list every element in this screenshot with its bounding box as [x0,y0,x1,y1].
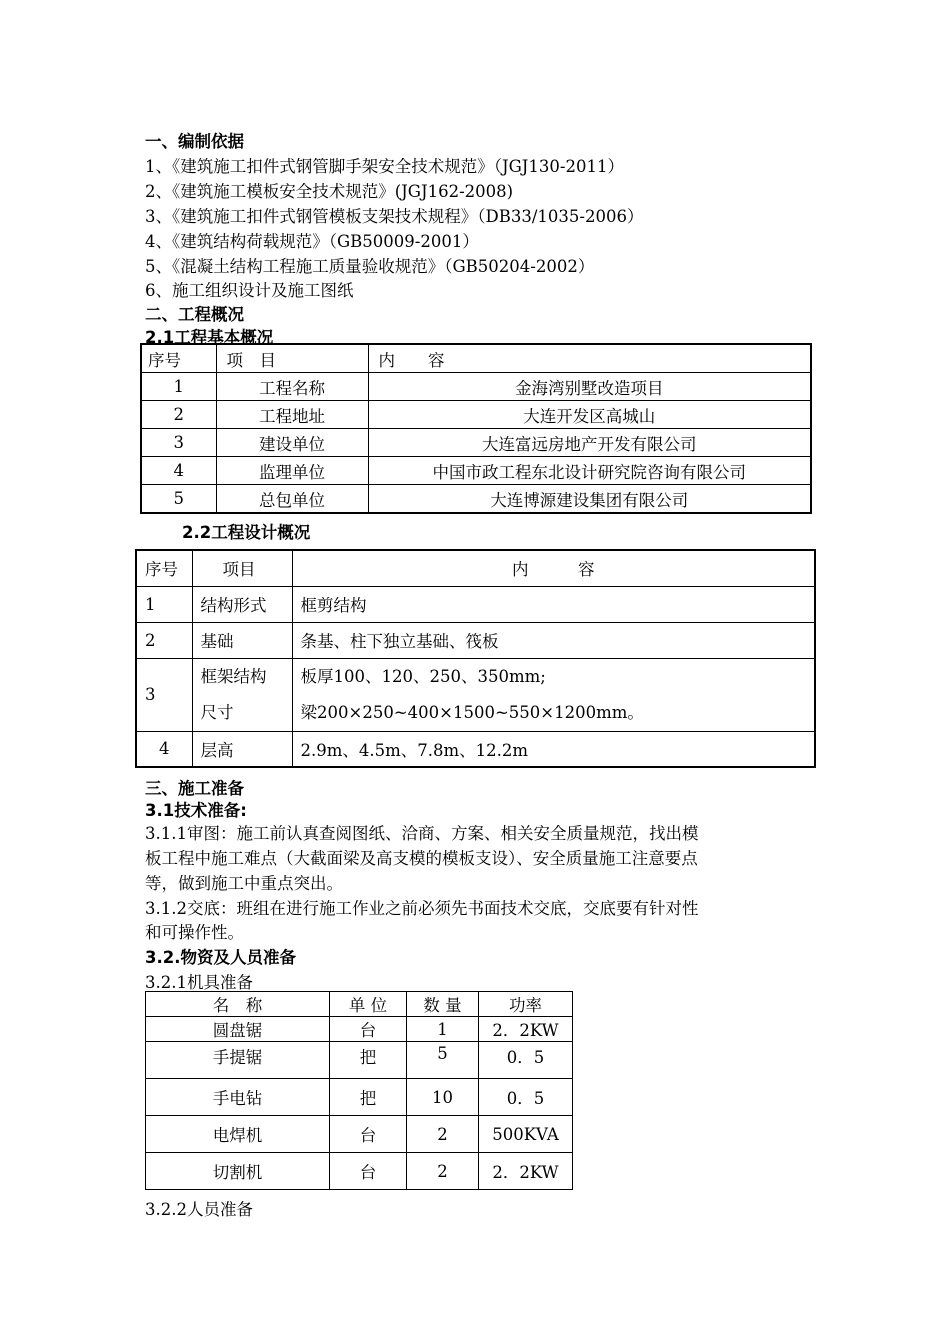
table-row [146,1042,573,1079]
table-cell: 工程名称 [216,373,368,401]
table-cell: 0．5 [479,1042,573,1079]
reference-item: 6、施工组织设计及施工图纸 [145,281,354,300]
table-cell: 大连富远房地产开发有限公司 [368,429,811,457]
paragraph-line: 3.1.2交底：班组在进行施工作业之前必须先书面技术交底，交底要有针对性 [145,899,699,918]
subsection-3-1-title: 3.1技术准备: [145,801,247,820]
header-cell: 名 称 [146,992,330,1017]
table-row [141,373,811,401]
table-cell: 2 [136,622,192,658]
header-cell: 项目 [192,550,292,586]
table-row [146,1153,573,1190]
subsection-2-2-title: 2.2工程设计概况 [182,523,311,542]
header-cell: 内 容 [292,550,815,586]
table-cell: 把 [330,1079,407,1116]
table-cell: 总包单位 [216,485,368,514]
table-cell: 1 [407,1017,479,1042]
table-cell: 条基、柱下独立基础、筏板 [292,622,815,658]
header-cell: 单 位 [330,992,407,1017]
table-cell [192,658,292,731]
table-row [141,401,811,429]
table-cell: 3 [141,429,216,457]
table-row [136,658,815,731]
table-cell [292,658,815,731]
reference-item: 4、《建筑结构荷载规范》（GB50009-2001） [145,232,479,251]
table-cell: 4 [136,731,192,767]
cell-line: 梁200×250~400×1500~550×1200mm。 [300,702,644,722]
section-2-title: 二、工程概况 [145,305,244,324]
design-overview-table [135,549,816,768]
table-cell: 切割机 [146,1153,330,1190]
project-basic-table [140,343,812,514]
reference-item: 5、《混凝土结构工程施工质量验收规范》（GB50204-2002） [145,257,595,276]
header-cell: 内 容 [368,344,811,373]
table-cell: 5 [407,1042,479,1079]
table-cell: 2．2KW [479,1153,573,1190]
table-row [136,586,815,622]
table-cell: 大连开发区高城山 [368,401,811,429]
table-row [136,622,815,658]
table-row [141,485,811,514]
header-cell: 数 量 [407,992,479,1017]
paragraph-line: 3.1.1审图：施工前认真查阅图纸、洽商、方案、相关安全质量规范，找出模 [145,824,699,843]
table-header-row [141,344,811,373]
subsection-3-2-1-title: 3.2.1机具准备 [145,973,253,992]
reference-item: 1、《建筑施工扣件式钢管脚手架安全技术规范》（JGJ130-2011） [145,157,624,176]
subsection-3-2-2-title: 3.2.2人员准备 [145,1200,253,1219]
table-cell: 手电钻 [146,1079,330,1116]
table-cell: 4 [141,457,216,485]
table-cell: 5 [141,485,216,514]
table-cell: 基础 [192,622,292,658]
table-cell: 结构形式 [192,586,292,622]
equipment-table [145,991,573,1190]
cell-line: 尺寸 [200,702,234,722]
table-cell: 2 [141,401,216,429]
table-cell: 3 [136,658,192,731]
table-cell: 中国市政工程东北设计研究院咨询有限公司 [368,457,811,485]
cell-line: 框架结构 [200,666,267,686]
table-cell: 2.9m、4.5m、7.8m、12.2m [292,731,815,767]
table-cell: 工程地址 [216,401,368,429]
table-cell: 电焊机 [146,1116,330,1153]
table-cell: 建设单位 [216,429,368,457]
table-cell: 500KVA [479,1116,573,1153]
subsection-2-1-title: 2.1工程基本概况 [145,328,274,347]
table-row [146,1017,573,1042]
section-3-title: 三、施工准备 [145,779,244,798]
table-cell: 把 [330,1042,407,1079]
header-cell: 功率 [479,992,573,1017]
table-row [146,1079,573,1116]
table-cell: 2 [407,1116,479,1153]
table-row [141,429,811,457]
cell-line: 板厚100、120、250、350mm; [300,666,546,686]
table-row [146,1116,573,1153]
table-cell: 台 [330,1153,407,1190]
table-cell: 金海湾别墅改造项目 [368,373,811,401]
section-1-title: 一、编制依据 [145,132,244,151]
table-cell: 框剪结构 [292,586,815,622]
table-header-row [136,550,815,586]
table-cell: 1 [141,373,216,401]
reference-item: 2、《建筑施工模板安全技术规范》(JGJ162-2008) [145,182,514,201]
paragraph-line: 等，做到施工中重点突出。 [145,874,343,893]
table-cell: 手提锯 [146,1042,330,1079]
header-cell: 项 目 [216,344,368,373]
table-cell: 台 [330,1017,407,1042]
table-cell: 2 [407,1153,479,1190]
table-cell: 0．5 [479,1079,573,1116]
table-header-row [146,992,573,1017]
table-cell: 圆盘锯 [146,1017,330,1042]
table-cell: 10 [407,1079,479,1116]
table-cell: 层高 [192,731,292,767]
table-row [136,731,815,767]
table-cell: 监理单位 [216,457,368,485]
table-cell: 台 [330,1116,407,1153]
table-cell: 1 [136,586,192,622]
table-row [141,457,811,485]
table-cell: 大连博源建设集团有限公司 [368,485,811,514]
header-cell: 序号 [141,344,216,373]
subsection-3-2-title: 3.2.物资及人员准备 [145,948,296,967]
paragraph-line: 板工程中施工难点（大截面梁及高支模的模板支设）、安全质量施工注意要点 [145,849,698,868]
header-cell: 序号 [136,550,192,586]
paragraph-line: 和可操作性。 [145,923,244,942]
table-cell: 2．2KW [479,1017,573,1042]
reference-item: 3、《建筑施工扣件式钢管模板支架技术规程》（DB33/1035-2006） [145,207,644,226]
